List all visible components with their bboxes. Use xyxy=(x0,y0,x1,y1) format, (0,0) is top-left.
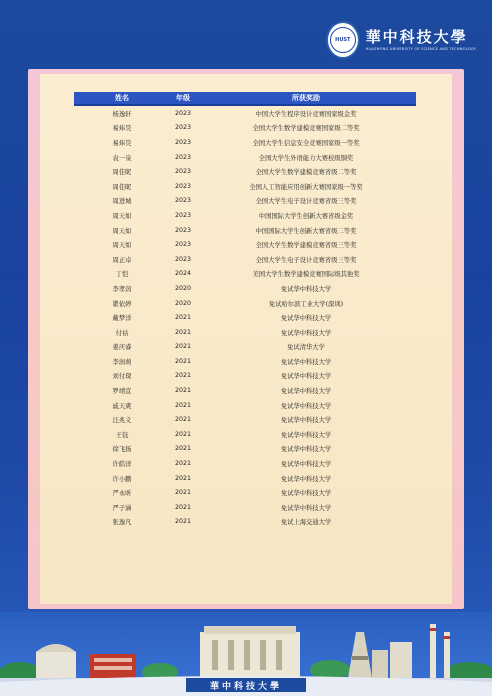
cell-name: 王钰 xyxy=(115,431,129,439)
table-row xyxy=(74,194,416,209)
table-row xyxy=(74,354,416,369)
cell-name: 袁一泉 xyxy=(112,154,132,162)
table-row xyxy=(74,164,416,179)
cell-grade: 2021 xyxy=(174,430,192,438)
cell-grade: 2023 xyxy=(174,211,192,219)
cell-award: 全国大学生电子设计竞赛省级三等奖 xyxy=(255,256,357,264)
cell-award: 中国大学生程序设计竞赛国家级金奖 xyxy=(255,110,357,118)
cell-award: 免试华中科技大学 xyxy=(280,388,332,396)
university-seal-icon xyxy=(326,21,360,59)
cell-grade: 2021 xyxy=(174,503,192,511)
cell-grade: 2021 xyxy=(174,343,192,351)
cell-award: 免试华中科技大学 xyxy=(280,504,332,512)
cell-grade: 2023 xyxy=(174,168,192,176)
cell-grade: 2020 xyxy=(174,284,192,292)
table-row xyxy=(74,412,416,427)
cell-name: 周天如 xyxy=(112,212,132,220)
table-row xyxy=(74,296,416,311)
cell-name: 周进城 xyxy=(112,198,132,206)
cell-grade: 2021 xyxy=(174,474,192,482)
cell-name: 严永昕 xyxy=(112,490,132,498)
footer-banner-text: 華中科技大學 xyxy=(209,682,283,692)
cell-award: 全国大学生外语能力大赛校级铜奖 xyxy=(258,154,354,162)
cell-grade: 2021 xyxy=(174,387,192,395)
cell-name: 易炜昊 xyxy=(112,139,132,147)
cell-name: 丁恺 xyxy=(115,271,129,279)
cell-name: 瞿依婷 xyxy=(112,300,132,308)
cell-award: 免试华中科技大学 xyxy=(280,431,332,439)
university-logo xyxy=(326,20,476,60)
table-row xyxy=(74,471,416,486)
cell-name: 许皓洋 xyxy=(112,461,132,469)
cell-award: 免试华中科技大学 xyxy=(280,446,332,454)
cell-grade: 2023 xyxy=(174,226,192,234)
cell-grade: 2023 xyxy=(174,182,192,190)
cell-award: 免试华中科技大学 xyxy=(280,285,332,293)
table-row xyxy=(74,442,416,457)
cell-award: 免试华中科技大学 xyxy=(280,461,332,469)
cell-grade: 2021 xyxy=(174,416,192,424)
cell-award: 中国国际大学生创新大赛省级金奖 xyxy=(258,212,354,220)
cell-award: 全国大学生数学建模竞赛省级三等奖 xyxy=(255,242,357,250)
cell-award: 全国人工智能应用创新大赛国家级一等奖 xyxy=(249,183,363,191)
cell-award: 免试华中科技大学 xyxy=(280,373,332,381)
cell-award: 免试华中科技大学 xyxy=(280,329,332,337)
awards-table xyxy=(74,92,416,529)
cell-grade: 2021 xyxy=(174,518,192,526)
cell-grade: 2023 xyxy=(174,138,192,146)
table-row xyxy=(74,500,416,515)
table-row xyxy=(74,383,416,398)
table-row xyxy=(74,398,416,413)
cell-name: 戴梦洋 xyxy=(112,315,132,323)
cell-name: 姜庆睿 xyxy=(112,344,132,352)
cell-name: 李孝茵 xyxy=(112,285,132,293)
cell-name: 张逸凡 xyxy=(112,519,132,527)
table-row xyxy=(74,150,416,165)
cell-grade: 2021 xyxy=(174,372,192,380)
table-header xyxy=(74,92,416,106)
cell-award: 免试华中科技大学 xyxy=(280,315,332,323)
table-body xyxy=(74,106,416,529)
table-row xyxy=(74,106,416,121)
cell-name: 罗靖宣 xyxy=(112,388,132,396)
cell-award: 免试清华大学 xyxy=(287,344,325,352)
table-row xyxy=(74,485,416,500)
table-row xyxy=(74,427,416,442)
table-row xyxy=(74,515,416,530)
cell-name: 汪兆义 xyxy=(112,417,132,425)
cell-award: 免试哈尔滨工业大学(深圳) xyxy=(268,300,344,308)
cell-grade: 2021 xyxy=(174,328,192,336)
cell-award: 免试上海交通大学 xyxy=(280,519,332,527)
cell-grade: 2023 xyxy=(174,109,192,117)
table-row xyxy=(74,237,416,252)
table-row xyxy=(74,121,416,136)
cell-award: 美国大学生数学建模竞赛国际级其他奖 xyxy=(252,271,360,279)
column-header-name: 姓名 xyxy=(115,94,129,102)
cell-grade: 2021 xyxy=(174,489,192,497)
table-row xyxy=(74,267,416,282)
cell-name: 易炜昊 xyxy=(112,125,132,133)
table-row xyxy=(74,281,416,296)
cell-name: 李润萌 xyxy=(112,358,132,366)
cell-name: 刘付琛 xyxy=(112,373,132,381)
cell-name: 周佳昵 xyxy=(112,183,132,191)
cell-award: 免试华中科技大学 xyxy=(280,402,332,410)
cell-award: 免试华中科技大学 xyxy=(280,490,332,498)
seal-text: HUST xyxy=(335,37,351,43)
cell-name: 周天如 xyxy=(112,242,132,250)
cell-name: 徐飞扬 xyxy=(112,446,132,454)
cell-grade: 2021 xyxy=(174,445,192,453)
campus-skyline-illustration xyxy=(0,612,492,696)
column-header-award: 所获奖励 xyxy=(292,94,320,102)
table-row xyxy=(74,208,416,223)
cell-award: 全国大学生信息安全竞赛国家级一等奖 xyxy=(252,139,360,147)
cell-grade: 2021 xyxy=(174,314,192,322)
cell-name: 许小鹏 xyxy=(112,475,132,483)
table-row xyxy=(74,223,416,238)
cell-award: 全国大学生数学建模竞赛省级二等奖 xyxy=(255,169,357,177)
table-row xyxy=(74,179,416,194)
cell-name: 周佳昵 xyxy=(112,169,132,177)
university-name-cn: 華中科技大學 xyxy=(365,28,468,46)
cell-grade: 2021 xyxy=(174,401,192,409)
table-row xyxy=(74,369,416,384)
table-row xyxy=(74,310,416,325)
cell-name: 严子涵 xyxy=(112,504,132,512)
table-row xyxy=(74,252,416,267)
cell-award: 全国大学生数学建模竞赛国家级二等奖 xyxy=(252,125,360,133)
cell-award: 全国大学生电子设计竞赛省级三等奖 xyxy=(255,198,357,206)
cell-grade: 2023 xyxy=(174,153,192,161)
table-row xyxy=(74,325,416,340)
university-name-en: HUAZHONG UNIVERSITY OF SCIENCE AND TECHNOLOGY xyxy=(365,47,476,51)
cell-grade: 2023 xyxy=(174,255,192,263)
cell-grade: 2023 xyxy=(174,124,192,132)
cell-award: 免试华中科技大学 xyxy=(280,475,332,483)
cell-name: 杨逸轩 xyxy=(112,110,132,118)
cell-grade: 2021 xyxy=(174,357,192,365)
table-row xyxy=(74,456,416,471)
cell-name: 周天如 xyxy=(112,227,132,235)
cell-name: 周正卓 xyxy=(112,256,132,264)
cell-award: 免试华中科技大学 xyxy=(280,358,332,366)
cell-award: 中国国际大学生创新大赛省级二等奖 xyxy=(255,227,357,235)
cell-award: 免试华中科技大学 xyxy=(280,417,332,425)
cell-grade: 2021 xyxy=(174,460,192,468)
cell-grade: 2020 xyxy=(174,299,192,307)
cell-grade: 2023 xyxy=(174,241,192,249)
cell-name: 付祜 xyxy=(115,329,129,337)
cell-grade: 2023 xyxy=(174,197,192,205)
cell-grade: 2024 xyxy=(174,270,192,278)
column-header-grade: 年级 xyxy=(176,94,190,102)
cell-name: 戚天爽 xyxy=(112,402,132,410)
table-row xyxy=(74,135,416,150)
table-row xyxy=(74,340,416,355)
